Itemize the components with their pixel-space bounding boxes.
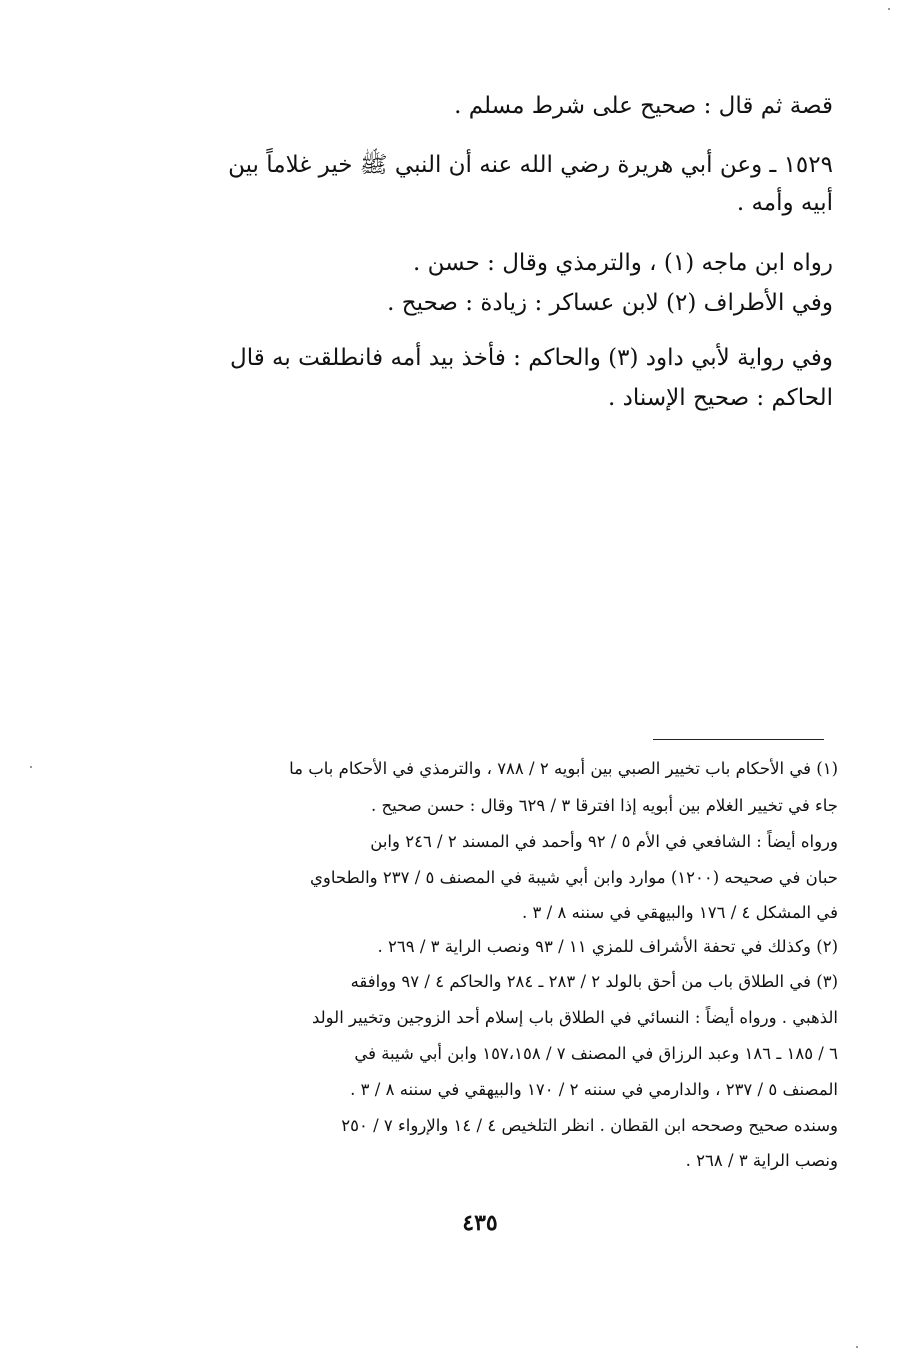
main-line-2: ١٥٢٩ ـ وعن أبي هريرة رضي الله عنه أن النبي ﷺ خير غلاماً بين <box>228 152 833 178</box>
footnote-line: (٢) وكذلك في تحفة الأشراف للمزي ١١ / ٩٣ ونصب الراية ٣ / ٢٦٩ . <box>377 937 838 956</box>
page-number: ٤٣٥ <box>462 1210 498 1236</box>
main-line-5: وفي الأطراف (٢) لابن عساكر : زيادة : صحيح . <box>387 290 833 316</box>
main-line-4: رواه ابن ماجه (١) ، والترمذي وقال : حسن . <box>412 250 833 276</box>
main-line-1: قصة ثم قال : صحيح على شرط مسلم . <box>454 93 833 119</box>
footnote-line: الذهبي . ورواه أيضاً : النسائي في الطلاق باب إسلام أحد الزوجين وتخيير الولد <box>311 1008 838 1027</box>
footnote-line: جاء في تخيير الغلام بين أبويه إذا افترقا ٣ / ٦٢٩ وقال : حسن صحيح . <box>371 796 838 815</box>
footnote-separator <box>653 739 824 740</box>
footnote-line: ٦ / ١٨٥ ـ ١٨٦ وعبد الرزاق في المصنف ٧ / ١٥٧،١٥٨ وابن أبي شيبة في <box>354 1044 838 1063</box>
footnote-line: وسنده صحيح وصححه ابن القطان . انظر التلخيص ٤ / ١٤ والإرواء ٧ / ٢٥٠ <box>341 1116 838 1135</box>
main-line-3: أبيه وأمه . <box>736 190 833 216</box>
footnote-line: ورواه أيضاً : الشافعي في الأم ٥ / ٩٢ وأحمد في المسند ٢ / ٢٤٦ وابن <box>370 832 838 851</box>
scan-speck <box>856 1346 858 1348</box>
main-line-6: وفي رواية لأبي داود (٣) والحاكم : فأخذ بيد أمه فانطلقت به قال <box>230 345 833 371</box>
footnote-line: المصنف ٥ / ٢٣٧ ، والدارمي في سننه ٢ / ١٧٠ والبيهقي في سننه ٨ / ٣ . <box>350 1080 838 1099</box>
footnote-line: (٣) في الطلاق باب من أحق بالولد ٢ / ٢٨٣ ـ ٢٨٤ والحاكم ٤ / ٩٧ ووافقه <box>350 972 838 991</box>
scan-speck <box>888 8 890 10</box>
footnote-line: ونصب الراية ٣ / ٢٦٨ . <box>685 1151 838 1170</box>
footnote-line: (١) في الأحكام باب تخيير الصبي بين أبويه ٢ / ٧٨٨ ، والترمذي في الأحكام باب ما <box>289 759 838 778</box>
main-line-7: الحاكم : صحيح الإسناد . <box>608 385 833 411</box>
footnote-line: في المشكل ٤ / ١٧٦ والبيهقي في سننه ٨ / ٣ . <box>522 903 838 922</box>
scan-speck <box>30 766 32 768</box>
footnote-line: حبان في صحيحه (١٢٠٠) موارد وابن أبي شيبة في المصنف ٥ / ٢٣٧ والطحاوي <box>309 868 838 887</box>
